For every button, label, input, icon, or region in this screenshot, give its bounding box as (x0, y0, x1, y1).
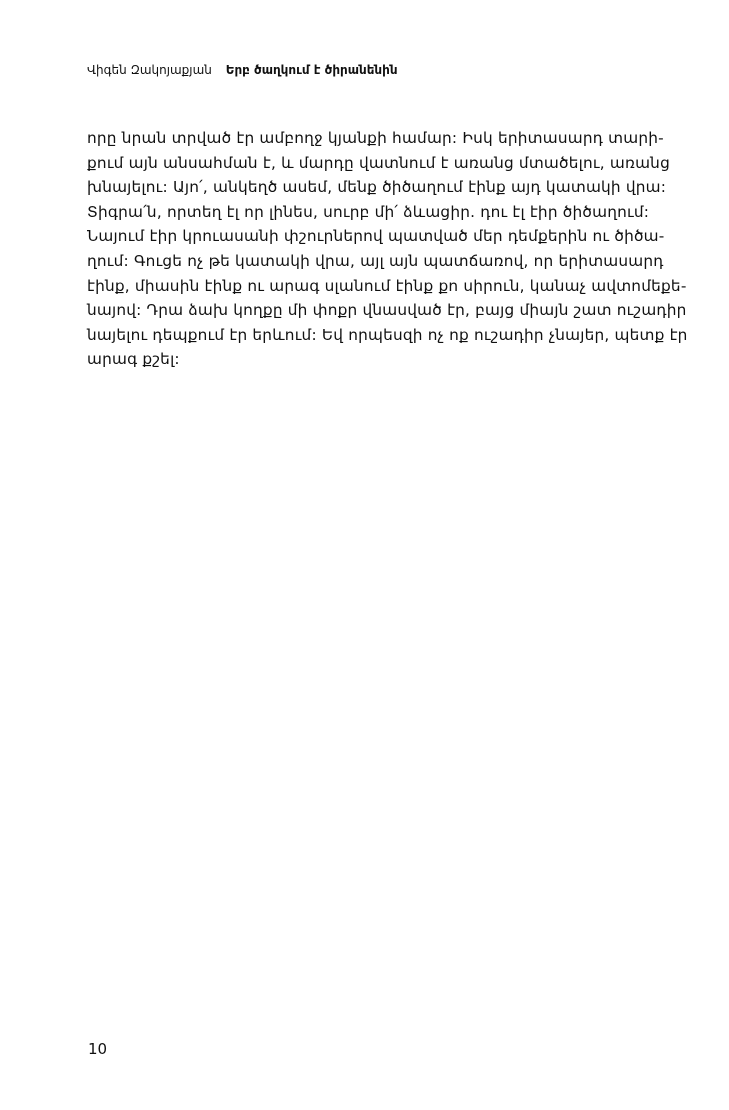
running-header (87, 62, 398, 78)
header-author: Վիգեն Զակոյաքյան (87, 63, 212, 77)
text-line: որը նրան տրված էր ամբողջ կյանքի համար: Իսկ երիտասարդ տարի- (87, 129, 664, 147)
text-line: քում այն անսահման է, և մարդը վատնում է առանց մտածելու, առանց (87, 153, 670, 172)
text-line: խնայելու: Այո՛, անկեղծ ասեմ, մենք ծիծաղում էինք այդ կատակի վրա: (87, 178, 667, 197)
page-number: 10 (88, 1040, 108, 1058)
header-book-title: Երբ ծաղկում է ծիրանենին (225, 63, 398, 77)
text-line: նայելու դեպքում էր երևում: Եվ որպեսզի ոչ ոք ուշադիր չնայեր, պետք էր (87, 325, 688, 344)
text-line: նայով: Դրա ձախ կողքը մի փոքր վնասված էր, բայց միայն շատ ուշադիր (87, 301, 687, 320)
body-paragraph (87, 126, 688, 372)
text-line: ղում: Գուցե ոչ թե կատակի վրա, այլ այն պատճառով, որ երիտասարդ (87, 251, 664, 270)
text-line: Տիգրա՛ն, որտեղ էլ որ լինես, սուրբ մի՛ ձևացիր. դու էլ էիր ծիծաղում: (87, 202, 650, 221)
text-line: արագ քշել: (87, 350, 180, 369)
text-line: էինք, միասին էինք ու արագ սլանում էինք քո սիրուն, կանաչ ավտոմեքե- (87, 276, 687, 295)
text-line: Նայում էիր կրուասանի փշուրներով պատված մեր դեմքերին ու ծիծա- (87, 227, 665, 246)
